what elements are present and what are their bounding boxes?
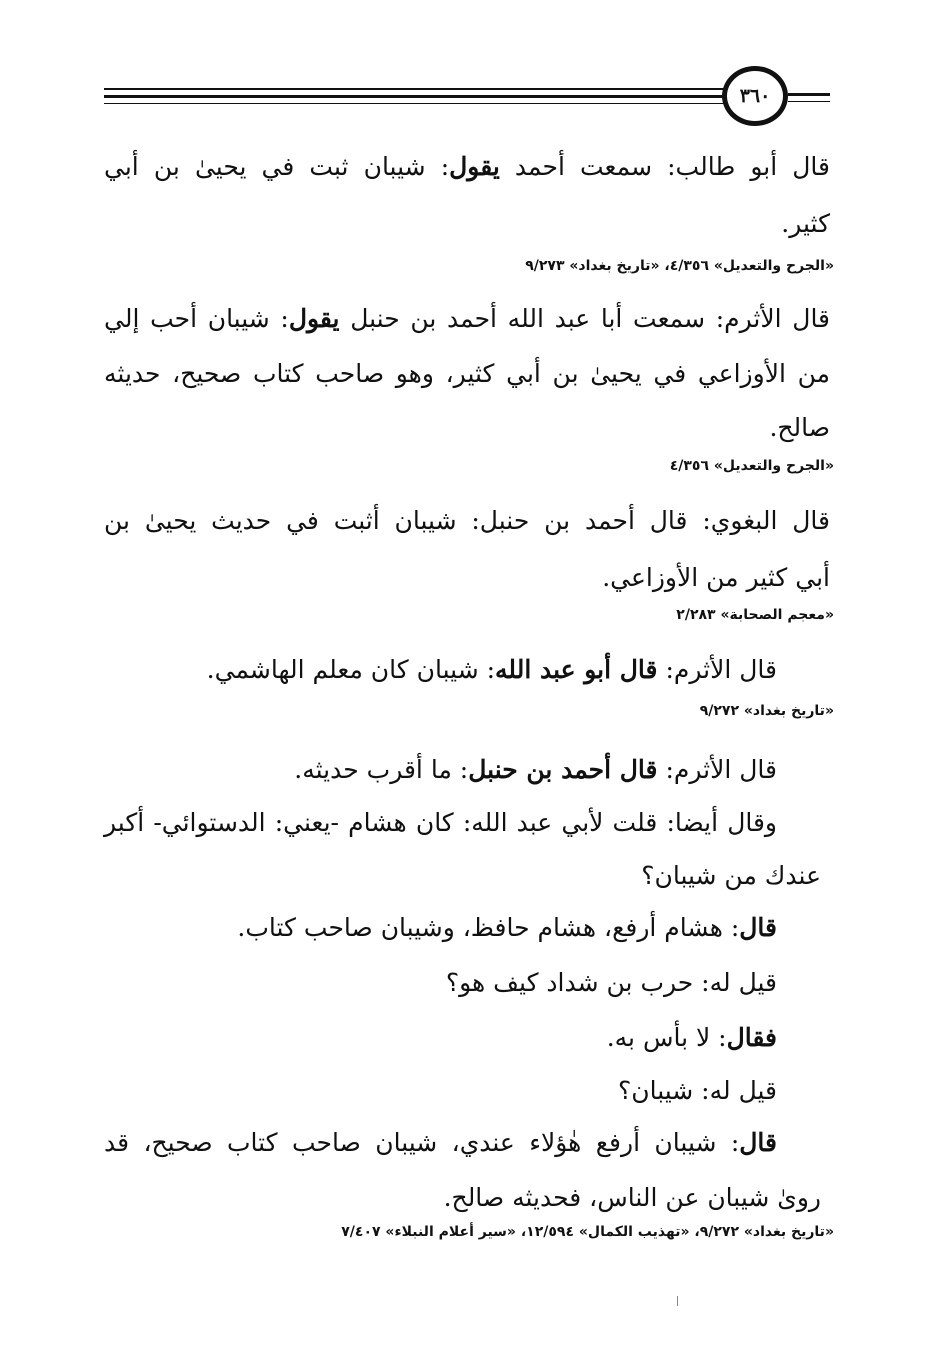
page-number-text: ٣٦٠ [739,85,771,107]
text-line [618,1074,777,1108]
source-citation: «تاريخ بغداد» ٩/٢٧٢، «تهذيب الكمال» ١٢/٥٩٤، «سير أعلام النبلاء» ٧/٤٠٧ [341,1224,834,1240]
bold-span: قال [739,1128,777,1157]
bold-span: قال أبو عبد الله [495,655,658,684]
source-citation: «الجرح والتعديل» ٤/٣٥٦، «تاريخ بغداد» ٩/٢٧٣ [525,258,834,274]
text-span: كثير. [781,209,830,238]
text-span: عندك من شيبان؟ [641,861,821,890]
text-span: قيل له: حرب بن شداد كيف هو؟ [445,968,777,997]
text-line [104,504,830,538]
text-span: قال أبو طالب: سمعت أحمد [499,152,830,181]
text-span: قال الأثرم: [657,755,777,784]
text-line [207,653,777,687]
header-rule-top [104,88,724,90]
text-span: : شيبان ثبت في يحيىٰ بن أبي [104,152,450,181]
text-line [641,859,821,893]
bold-span: يقول [288,304,340,333]
text-line [104,357,830,391]
bold-span: قال أحمد بن حنبل [468,755,658,784]
text-span: : شيبان كان معلم الهاشمي. [206,655,496,684]
text-span: قال البغوي: قال أحمد بن حنبل: شيبان أثبت في حديث يحيىٰ بن [104,506,830,535]
source-citation: «الجرح والتعديل» ٤/٣٥٦ [669,458,834,474]
text-line [104,806,777,840]
text-span: : هشام أرفع، هشام حافظ، وشيبان صاحب كتاب. [237,913,740,942]
text-line [607,1021,777,1055]
header-rule-middle [104,95,724,98]
text-span: : لا بأس به. [606,1023,727,1052]
header-rule-right-thick [788,93,830,96]
header-rule-right-thin [788,101,830,102]
text-span: وقال أيضا: قلت لأبي عبد الله: كان هشام -يعني: الدستوائي- أكبر [104,808,777,837]
text-span: صالح. [769,413,830,442]
text-span: روىٰ شيبان عن الناس، فحديثه صالح. [443,1183,821,1212]
source-citation: «معجم الصحابة» ٢/٢٨٣ [676,607,834,623]
bold-span: قال [739,913,777,942]
header-rule-bottom [104,103,724,104]
text-line [602,561,830,595]
text-span: أبي كثير من الأوزاعي. [602,563,830,592]
text-line [104,150,830,184]
source-citation: «تاريخ بغداد» ٩/٢٧٢ [699,703,834,719]
text-span: : شيبان أرفع هٰؤلاء عندي، شيبان صاحب كتاب صحيح، قد [104,1128,740,1157]
text-span: قال الأثرم: سمعت أبا عبد الله أحمد بن حنبل [339,304,831,333]
text-span: قيل له: شيبان؟ [617,1076,777,1105]
text-span: من الأوزاعي في يحيىٰ بن أبي كثير، وهو صاحب كتاب صحيح، حديثه [104,359,830,388]
text-line [237,911,777,945]
bold-span: يقول [449,152,500,181]
text-span: : ما أقرب حديثه. [294,755,469,784]
scan-artifact [677,1296,678,1306]
text-line [444,1181,821,1215]
page-number [722,66,788,126]
text-span: قال الأثرم: [657,655,777,684]
bold-span: فقال [726,1023,777,1052]
text-line [781,207,830,241]
text-line [104,1126,777,1160]
text-line [446,966,777,1000]
text-line [769,411,830,445]
text-line [294,753,777,787]
text-line [104,302,830,336]
text-span: : شيبان أحب إلي [104,304,289,333]
